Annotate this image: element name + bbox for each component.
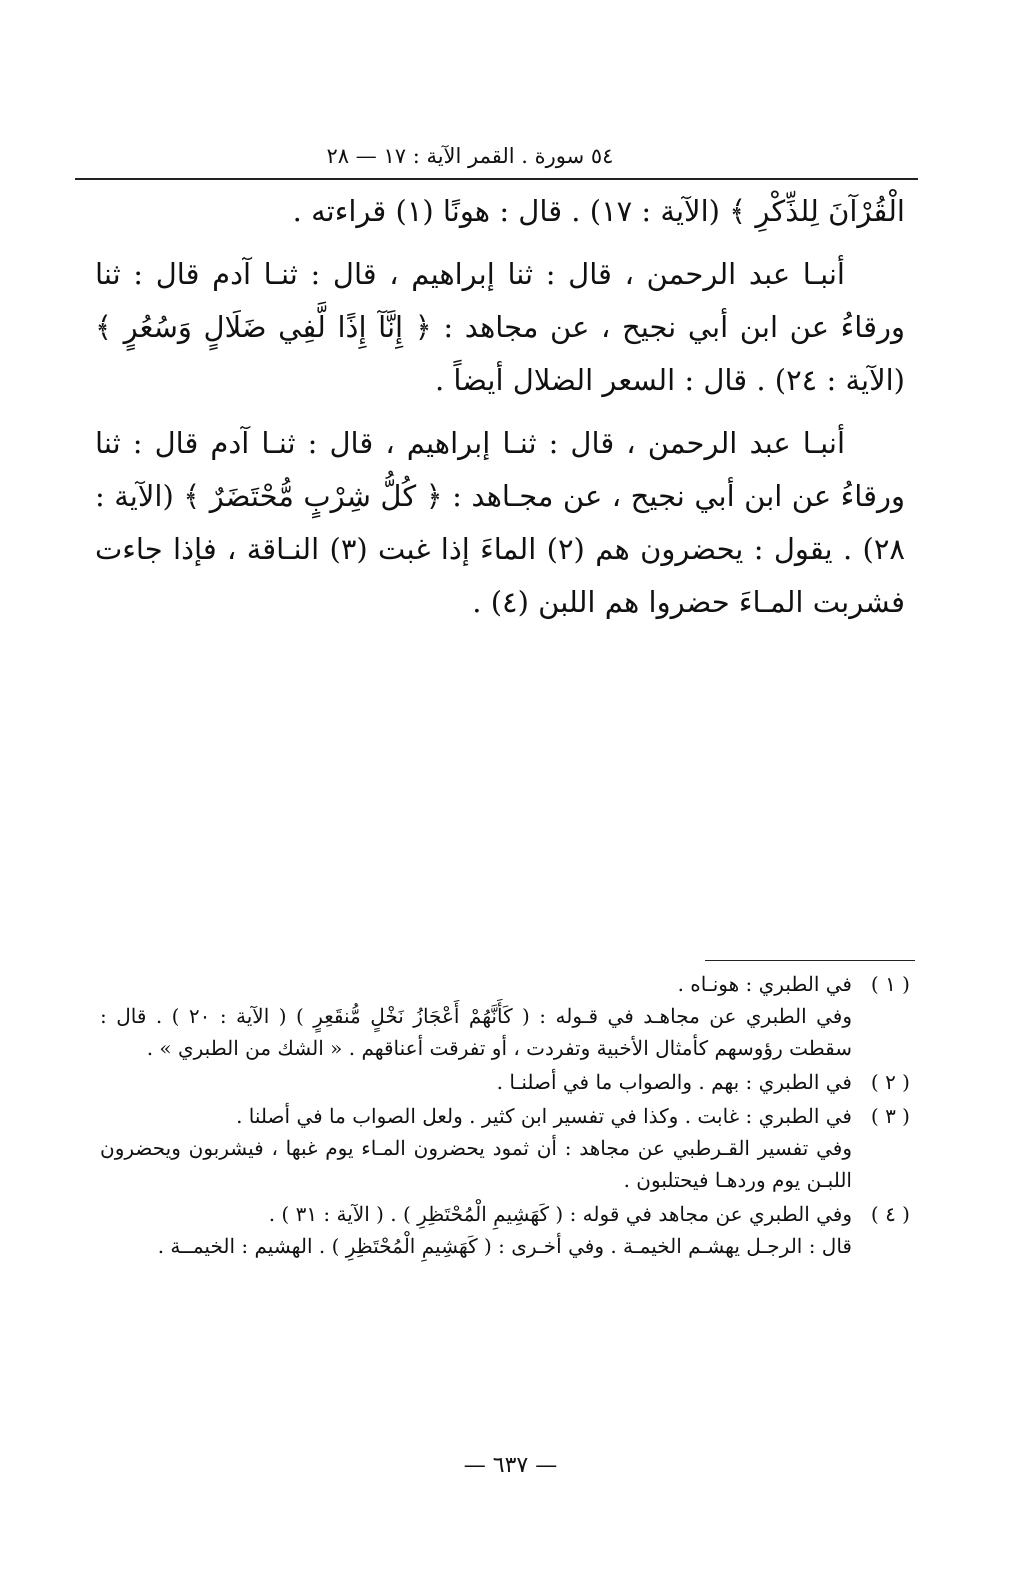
header-rule [75,178,918,180]
paragraph: أنبـا عبد الرحمن ، قال : ثنا إبراهيم ، قال : ثنـا آدم قال : ثنا ورقاءُ عن ابن أبي نجيح ، عن مجاهد : ﴿ إِنَّآ إِذًا لَّفِي ضَلَالٍ وَسُعُرٍ ﴾ (الآية : ٢٤) . قال : السعر الضلال أيضاً . [95,257,905,397]
footnote [100,968,910,1064]
footnote-line: وفي تفسير القـرطبي عن مجاهد : أن ثمود يحضرون المـاء يوم غبها ، فيشربون ويحضرون اللبـن يوم وردهـا فيحتلبون . [100,1136,852,1192]
main-text [95,185,905,639]
footnote-rule [705,960,915,961]
footnote [100,1198,910,1262]
footnote-number: ( ٣ ) [870,1104,910,1128]
footnote-line: وفي الطبري عن مجاهـد في قـوله : ( كَأَنَّهُمْ أَعْجَازُ نَخْلٍ مُّنقَعِرٍ ) ( الآية : ٢٠ ) . قال : سقطت رؤوسهم كأمثال الأخبية وتفردت ، أو تفرقت أعناقهم . « الشك من الطبري » . [100,1004,853,1060]
footnote-line: في الطبري : هونـاه . [677,972,852,996]
footnote-number: ( ٤ ) [870,1202,910,1226]
footnote [100,1100,910,1196]
footnote-line: وفي الطبري عن مجاهد في قوله : ( كَهَشِيمِ الْمُحْتَظِرِ ) . ( الآية : ٣١ ) . [268,1202,852,1226]
footnote-line: قال : الرجـل يهشـم الخيمـة . وفي أخـرى : ( كَهَشِيمِ الْمُحْتَظِرِ ) . الهشيم : الخيمــة . [157,1234,852,1258]
footnote-line: في الطبري : غابت . وكذا في تفسير ابن كثير . ولعل الصواب ما في أصلنا . [236,1104,852,1128]
footnote [100,1066,910,1098]
page-number: — ٦٣٧ — [463,1453,558,1478]
paragraph: الْقُرْآنَ لِلذِّكْرِ ﴾ (الآية : ١٧) . قال : هونًا (١) قراءته . [292,194,905,228]
footnote-number: ( ١ ) [870,972,910,996]
running-head: ٥٤ سورة . القمر الآية : ١٧ — ٢٨ [326,144,614,168]
footnotes [100,968,910,1264]
paragraph: أنبـا عبد الرحمن ، قال : ثنـا إبراهيم ، قال : ثنـا آدم قال : ثنا ورقاءُ عن ابن أبي نجيح ، عن مجـاهد : ﴿ كُلُّ شِرْبٍ مُّحْتَضَرٌ ﴾ (الآية : ٢٨) . يقول : يحضرون هم (٢) الماءَ إذا غبت (٣) النـاقة ، فإذا جاءت فشربت المـاءَ حضروا هم اللبن (٤) . [95,426,905,619]
footnote-number: ( ٢ ) [870,1070,910,1094]
footnote-line: في الطبري : بهم . والصواب ما في أصلنـا . [496,1070,852,1094]
